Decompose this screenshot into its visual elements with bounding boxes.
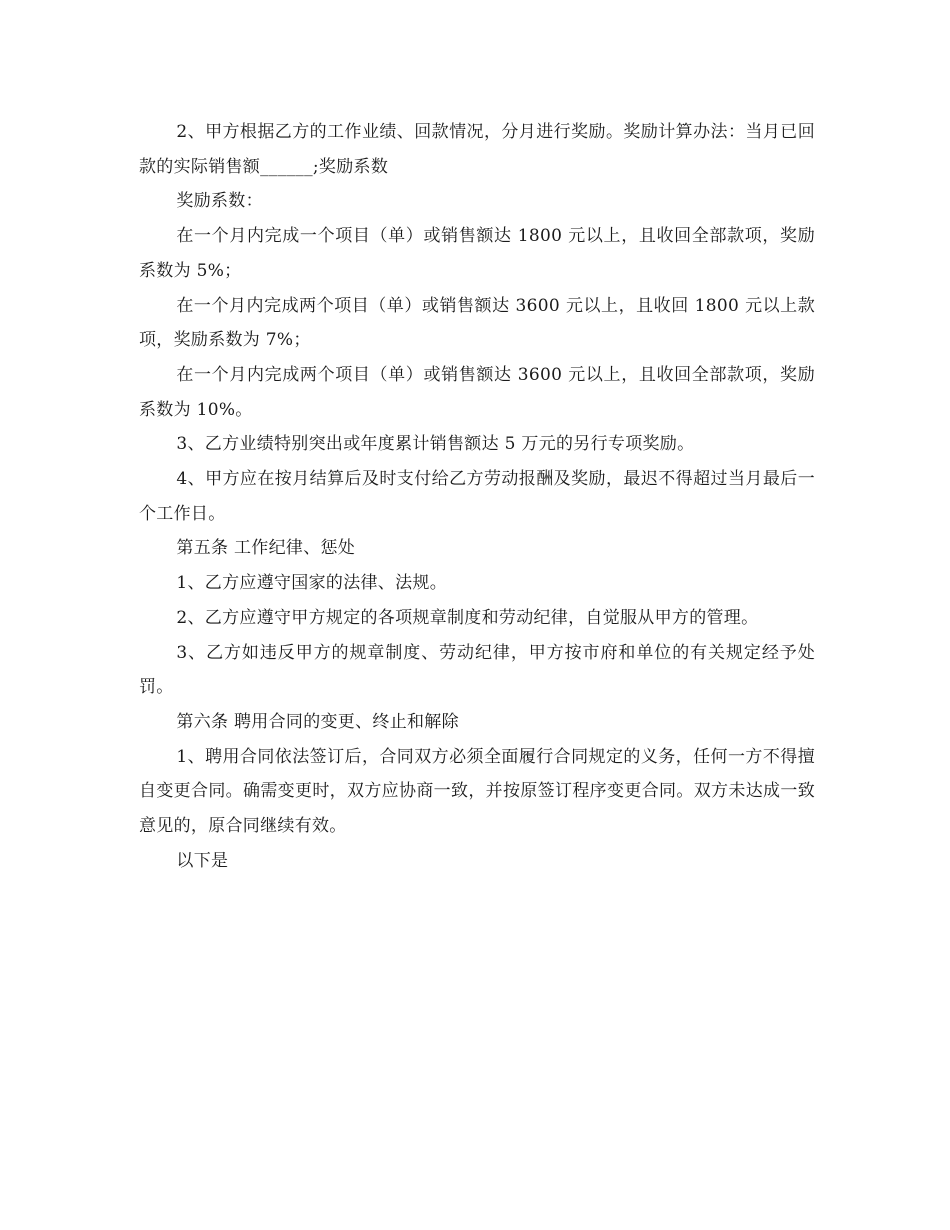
paragraph-coefficient-10-percent: 在一个月内完成两个项目（单）或销售额达 3600 元以上，且收回全部款项，奖励系数为 10%。 (139, 364, 815, 420)
paragraph-penalty: 3、乙方如违反甲方的规章制度、劳动纪律，甲方按市府和单位的有关规定经予处罚。 (139, 642, 815, 698)
paragraph-coefficient-5-percent: 在一个月内完成一个项目（单）或销售额达 1800 元以上，且收回全部款项，奖励系数为 5%； (139, 226, 815, 281)
paragraph-coefficient-7-percent: 在一个月内完成两个项目（单）或销售额达 3600 元以上，且收回 1800 元以上款项，奖励系数为 7%； (139, 295, 815, 351)
section-heading-article-5: 第五条 工作纪律、惩处 (176, 538, 356, 559)
paragraph-contract-change: 1、聘用合同依法签订后，合同双方必须全面履行合同规定的义务，任何一方不得擅自变更合同。确需变更时，双方应协商一致，并按原签订程序变更合同。双方未达成一致意见的，原合同继续有效。 (139, 746, 815, 837)
paragraph-obey-laws: 1、乙方应遵守国家的法律、法规。 (176, 573, 448, 594)
paragraph-obey-rules: 2、乙方应遵守甲方规定的各项规章制度和劳动纪律，自觉服从甲方的管理。 (176, 607, 759, 628)
section-heading-article-6: 第六条 聘用合同的变更、终止和解除 (176, 711, 459, 732)
paragraph-reward-method: 2、甲方根据乙方的工作业绩、回款情况，分月进行奖励。奖励计算办法：当月已回款的实际销售额______;奖励系数 (139, 122, 815, 177)
paragraph-following: 以下是 (176, 850, 229, 871)
paragraph-reward-coefficient-heading: 奖励系数： (176, 191, 263, 212)
paragraph-special-reward: 3、乙方业绩特别突出或年度累计销售额达 5 万元的另行专项奖励。 (176, 434, 695, 455)
document-body (139, 115, 815, 878)
paragraph-payment-deadline: 4、甲方应在按月结算后及时支付给乙方劳动报酬及奖励，最迟不得超过当月最后一个工作日。 (139, 469, 815, 524)
